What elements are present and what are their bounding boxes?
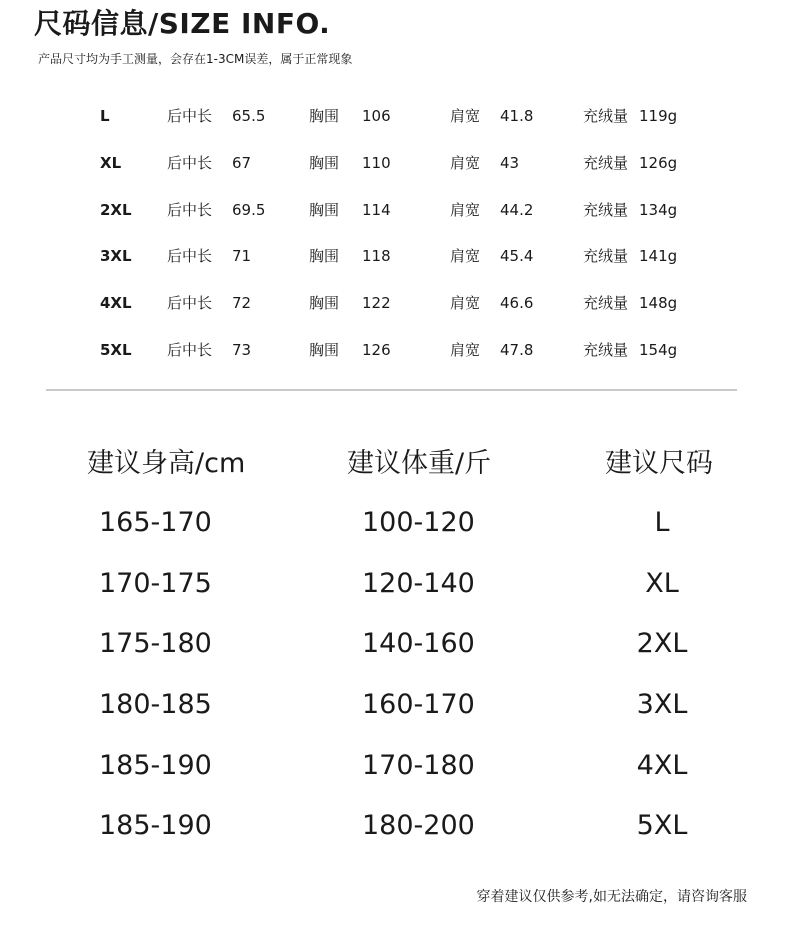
recommended-size: 5XL — [636, 810, 688, 841]
length-value: 67 — [232, 154, 252, 172]
height-range: 185-190 — [99, 810, 212, 841]
fill-value: 141g — [639, 247, 678, 265]
measurement-row — [0, 338, 790, 362]
fill-label: 充绒量 — [583, 154, 629, 172]
length-label: 后中长 — [167, 341, 213, 359]
chest-label: 胸围 — [309, 247, 340, 265]
chest-label: 胸围 — [309, 154, 340, 172]
size-header: 建议尺码 — [605, 448, 713, 479]
recommended-size: 4XL — [636, 750, 688, 781]
length-label: 后中长 — [167, 107, 213, 125]
height-range: 175-180 — [99, 628, 212, 659]
recommended-size: 3XL — [636, 689, 688, 720]
height-range: 170-175 — [99, 568, 212, 599]
shoulder-label: 肩宽 — [450, 247, 481, 265]
fill-value: 148g — [639, 294, 678, 312]
length-label: 后中长 — [167, 201, 213, 219]
length-value: 65.5 — [232, 107, 266, 125]
length-label: 后中长 — [167, 294, 213, 312]
measurement-row — [0, 244, 790, 268]
height-range: 165-170 — [99, 507, 212, 538]
weight-range: 160-170 — [362, 689, 475, 720]
recommendation-row — [0, 503, 790, 543]
length-value: 71 — [232, 247, 252, 265]
length-label: 后中长 — [167, 154, 213, 172]
chest-value: 122 — [362, 294, 391, 312]
recommendation-row — [0, 685, 790, 725]
shoulder-value: 46.6 — [500, 294, 534, 312]
measurement-row — [0, 104, 790, 128]
chest-label: 胸围 — [309, 341, 340, 359]
shoulder-value: 45.4 — [500, 247, 534, 265]
recommendation-row — [0, 806, 790, 846]
fill-value: 119g — [639, 107, 678, 125]
chest-value: 114 — [362, 201, 391, 219]
size-label: 4XL — [100, 294, 132, 312]
weight-range: 180-200 — [362, 810, 475, 841]
fill-value: 154g — [639, 341, 678, 359]
shoulder-value: 47.8 — [500, 341, 534, 359]
weight-range: 170-180 — [362, 750, 475, 781]
height-header: 建议身高/cm — [87, 448, 246, 479]
shoulder-value: 44.2 — [500, 201, 534, 219]
size-label: XL — [100, 154, 122, 172]
weight-range: 120-140 — [362, 568, 475, 599]
length-value: 69.5 — [232, 201, 266, 219]
shoulder-label: 肩宽 — [450, 341, 481, 359]
chest-value: 126 — [362, 341, 391, 359]
chest-value: 106 — [362, 107, 391, 125]
fill-label: 充绒量 — [583, 294, 629, 312]
fill-label: 充绒量 — [583, 341, 629, 359]
measurement-row — [0, 151, 790, 175]
shoulder-label: 肩宽 — [450, 154, 481, 172]
page-title: 尺码信息/SIZE INFO. — [34, 7, 331, 40]
measurement-row — [0, 291, 790, 315]
shoulder-value: 43 — [500, 154, 520, 172]
fill-value: 126g — [639, 154, 678, 172]
fill-value: 134g — [639, 201, 678, 219]
fill-label: 充绒量 — [583, 107, 629, 125]
weight-range: 100-120 — [362, 507, 475, 538]
measurement-row — [0, 198, 790, 222]
recommended-size: XL — [645, 568, 679, 599]
recommendation-row — [0, 564, 790, 604]
shoulder-label: 肩宽 — [450, 201, 481, 219]
chest-label: 胸围 — [309, 107, 340, 125]
length-value: 72 — [232, 294, 252, 312]
footnote: 穿着建议仅供参考,如无法确定，请咨询客服 — [476, 889, 747, 905]
fill-label: 充绒量 — [583, 201, 629, 219]
size-label: 5XL — [100, 341, 132, 359]
size-label: 3XL — [100, 247, 132, 265]
weight-header: 建议体重/斤 — [347, 448, 492, 479]
fill-label: 充绒量 — [583, 247, 629, 265]
chest-label: 胸围 — [309, 294, 340, 312]
length-label: 后中长 — [167, 247, 213, 265]
section-divider — [46, 389, 737, 391]
chest-value: 118 — [362, 247, 391, 265]
shoulder-label: 肩宽 — [450, 294, 481, 312]
shoulder-value: 41.8 — [500, 107, 534, 125]
height-range: 185-190 — [99, 750, 212, 781]
size-label: L — [100, 107, 110, 125]
size-label: 2XL — [100, 201, 132, 219]
chest-value: 110 — [362, 154, 391, 172]
height-range: 180-185 — [99, 689, 212, 720]
page-subtitle: 产品尺寸均为手工测量，会存在1-3CM误差，属于正常现象 — [38, 52, 353, 66]
shoulder-label: 肩宽 — [450, 107, 481, 125]
recommendation-row — [0, 624, 790, 664]
weight-range: 140-160 — [362, 628, 475, 659]
recommended-size: 2XL — [636, 628, 688, 659]
recommended-size: L — [654, 507, 670, 538]
recommendation-row — [0, 746, 790, 786]
length-value: 73 — [232, 341, 252, 359]
chest-label: 胸围 — [309, 201, 340, 219]
